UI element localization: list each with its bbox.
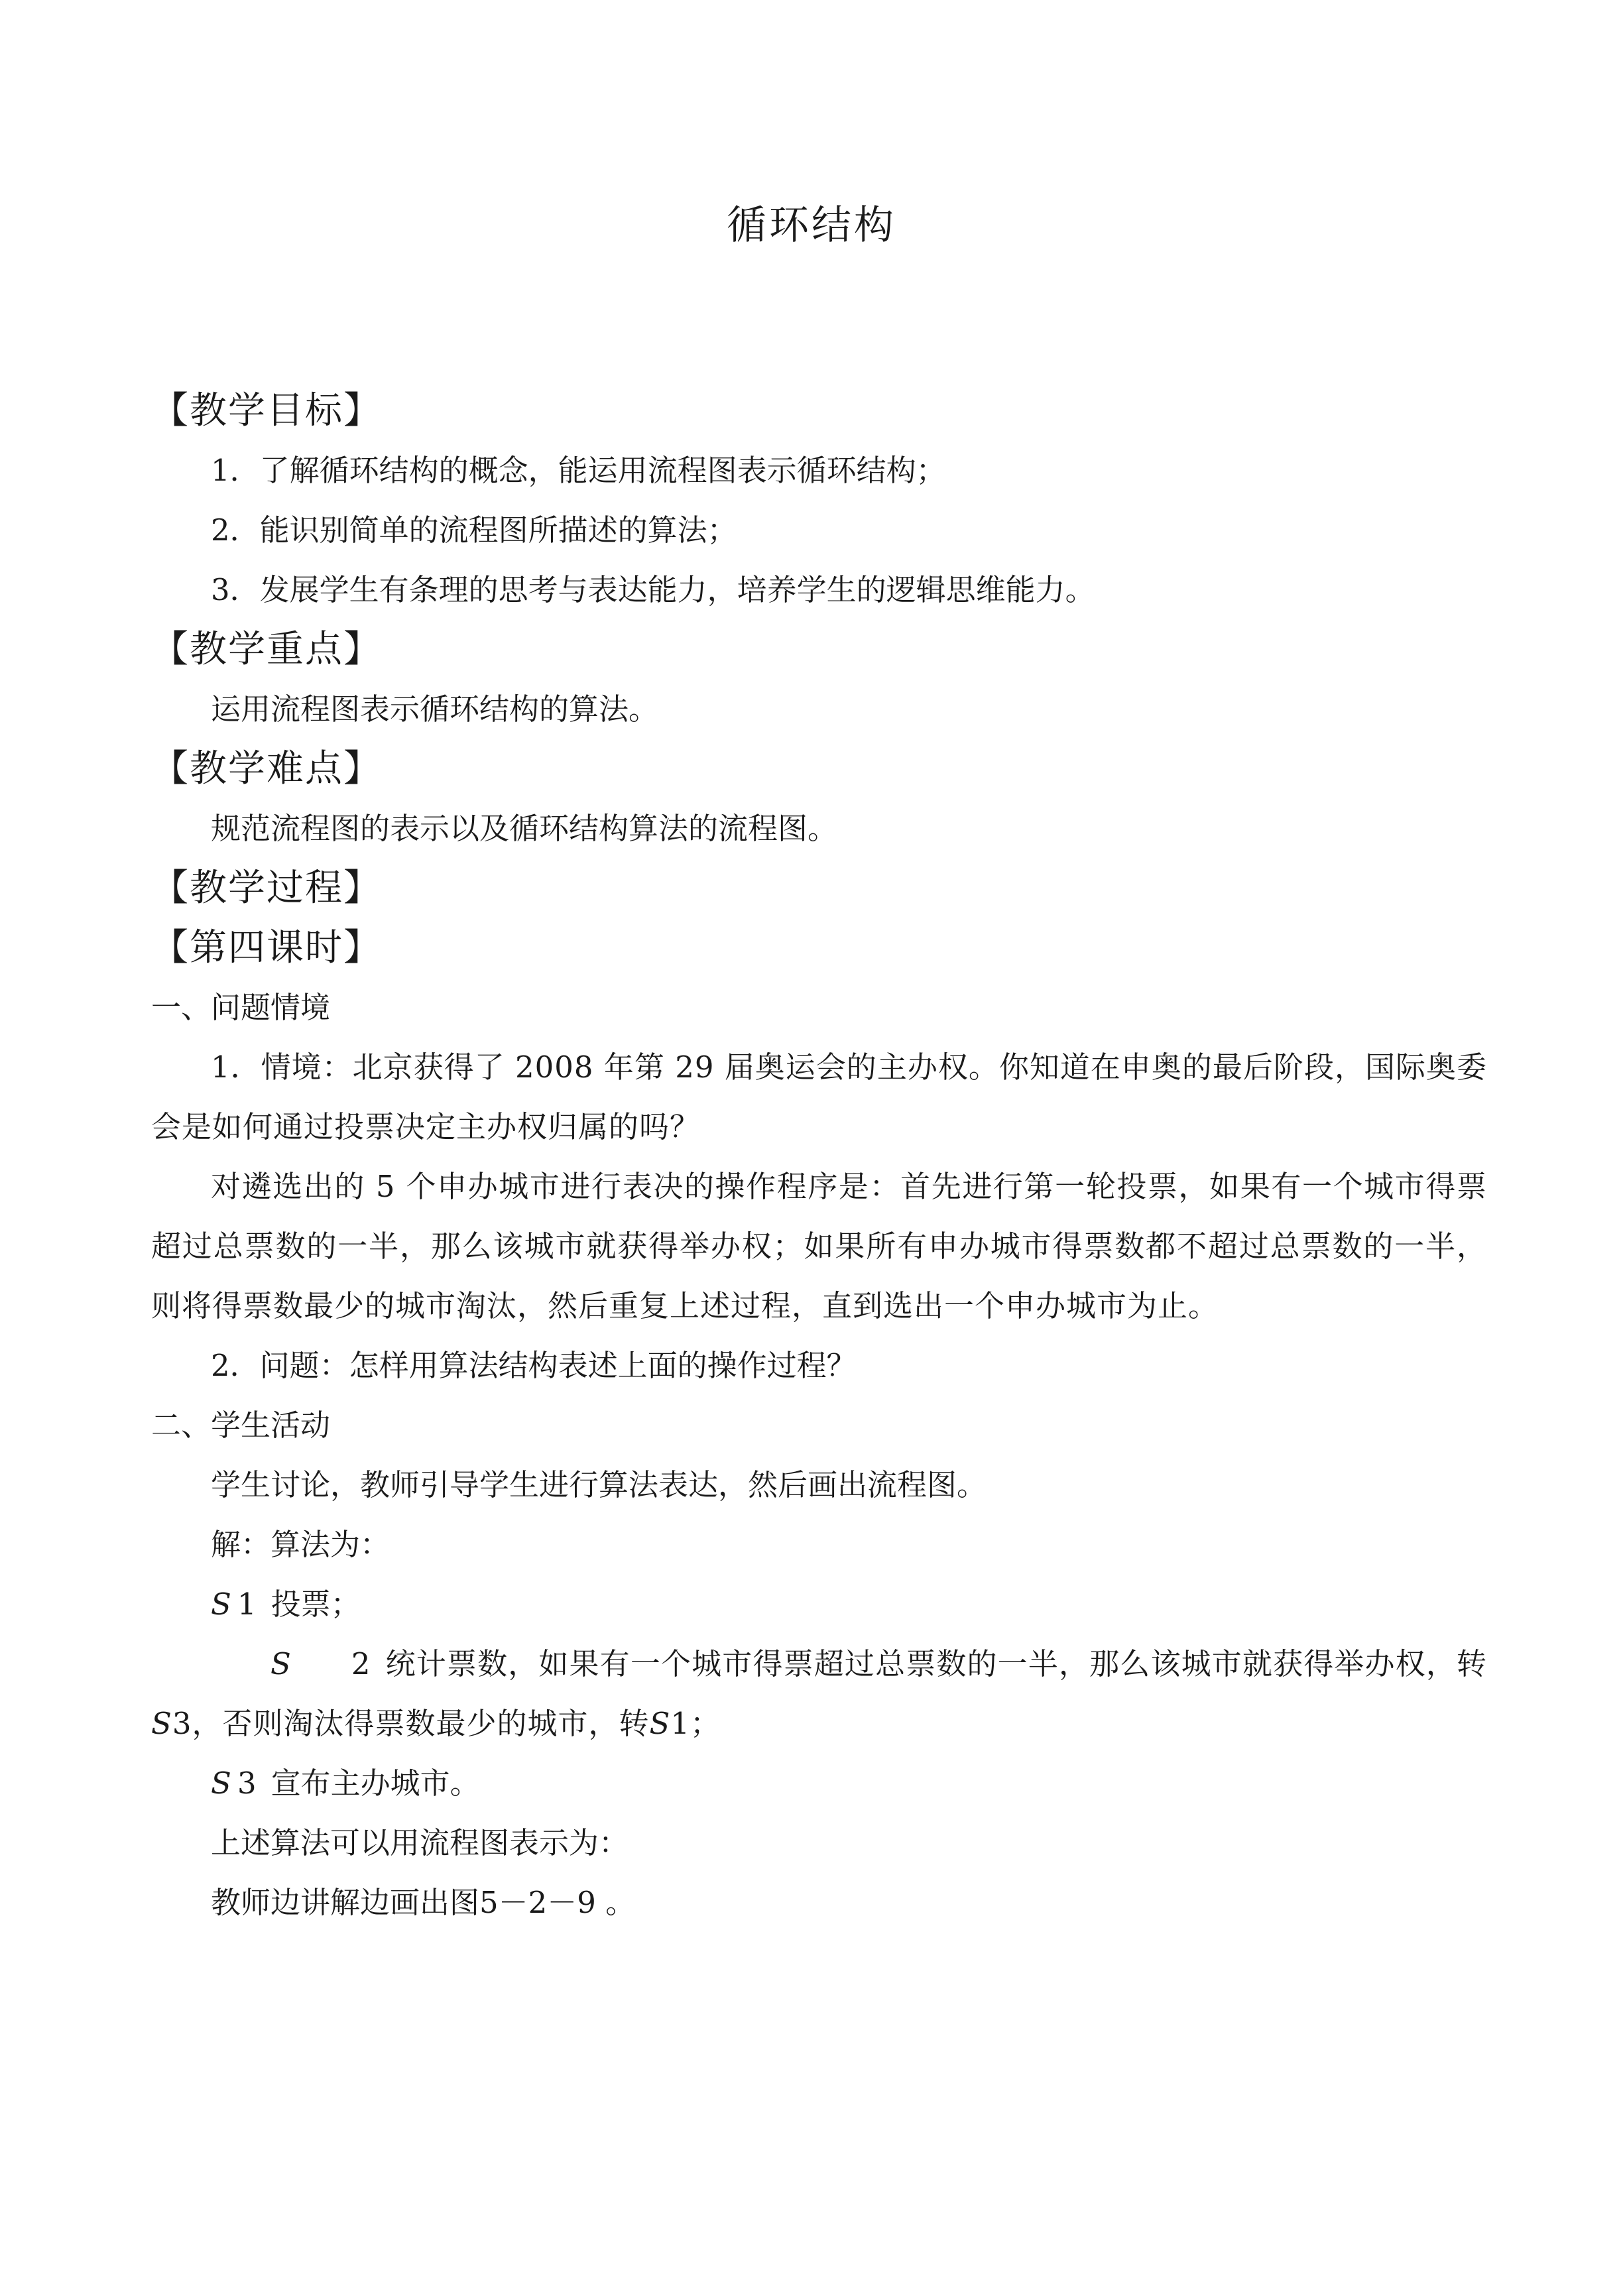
part1-heading: 一、问题情境 — [151, 990, 331, 1025]
step-s1-code: S — [211, 1587, 231, 1622]
solution-intro: 解：算法为： — [211, 1527, 391, 1562]
key-points-text: 运用流程图表示循环结构的算法。 — [211, 692, 659, 727]
step-s2-text-b: ，否则淘汰得票数最少的城市，转 — [192, 1706, 650, 1741]
step-s2-ref2-code: S — [649, 1706, 671, 1741]
step-s1-text: 投票； — [270, 1587, 361, 1622]
step-s3 — [151, 1754, 1487, 1813]
objectives-heading: 【教学目标】 — [151, 389, 382, 432]
step-s3-number: 3 — [237, 1766, 257, 1801]
step-s2-ref1-code: S — [151, 1706, 172, 1741]
figure-note: 教师边讲解边画出图5－2－9 。 — [211, 1885, 636, 1920]
step-s2-text-c: ； — [690, 1706, 721, 1741]
step-s2-ref1-number: 3 — [172, 1706, 192, 1741]
procedure-paragraph: 对遴选出的 5 个申办城市进行表决的操作程序是：首先进行第一轮投票，如果有一个城市得票超过总票数的一半，那么该城市就获得举办权；如果所有申办城市得票数都不超过总票数的一半，则将得票数最少的城市淘汰，然后重复上述过程，直到选出一个申办城市为止。 — [151, 1169, 1487, 1323]
page-title: 循环结构 — [727, 202, 896, 249]
key-points-heading: 【教学重点】 — [151, 628, 382, 671]
question-text: 2．问题：怎样用算法结构表述上面的操作过程？ — [211, 1348, 857, 1383]
lesson-heading: 【第四课时】 — [151, 926, 382, 969]
step-s2 — [151, 1634, 1487, 1754]
document-body — [151, 381, 1487, 1933]
step-s2-text-a: 统计票数，如果有一个城市得票超过总票数的一半，那么该城市就获得举办权，转 — [385, 1646, 1487, 1681]
step-s3-text: 宣布主办城市。 — [270, 1766, 480, 1801]
objective-item: 3．发展学生有条理的思考与表达能力，培养学生的逻辑思维能力。 — [211, 572, 1095, 607]
discussion-text: 学生讨论，教师引导学生进行算法表达，然后画出流程图。 — [211, 1467, 987, 1502]
difficulty-text: 规范流程图的表示以及循环结构算法的流程图。 — [211, 811, 838, 846]
step-s1 — [151, 1575, 1487, 1634]
situation-paragraph: 1．情境：北京获得了 2008 年第 29 届奥运会的主办权。你知道在申奥的最后阶段，国际奥委会是如何通过投票决定主办权归属的吗？ — [151, 1050, 1487, 1144]
step-s1-number: 1 — [237, 1587, 257, 1622]
step-s2-number: 2 — [351, 1646, 371, 1681]
process-heading: 【教学过程】 — [151, 867, 382, 910]
objective-item: 1．了解循环结构的概念，能运用流程图表示循环结构； — [211, 453, 946, 488]
difficulty-heading: 【教学难点】 — [151, 747, 382, 790]
part2-heading: 二、学生活动 — [151, 1408, 331, 1443]
step-s3-code: S — [211, 1766, 231, 1801]
step-s2-code: S — [270, 1646, 292, 1681]
flowchart-intro: 上述算法可以用流程图表示为： — [211, 1825, 629, 1860]
step-s2-ref2-number: 1 — [670, 1706, 690, 1741]
objective-item: 2．能识别简单的流程图所描述的算法； — [211, 513, 737, 548]
